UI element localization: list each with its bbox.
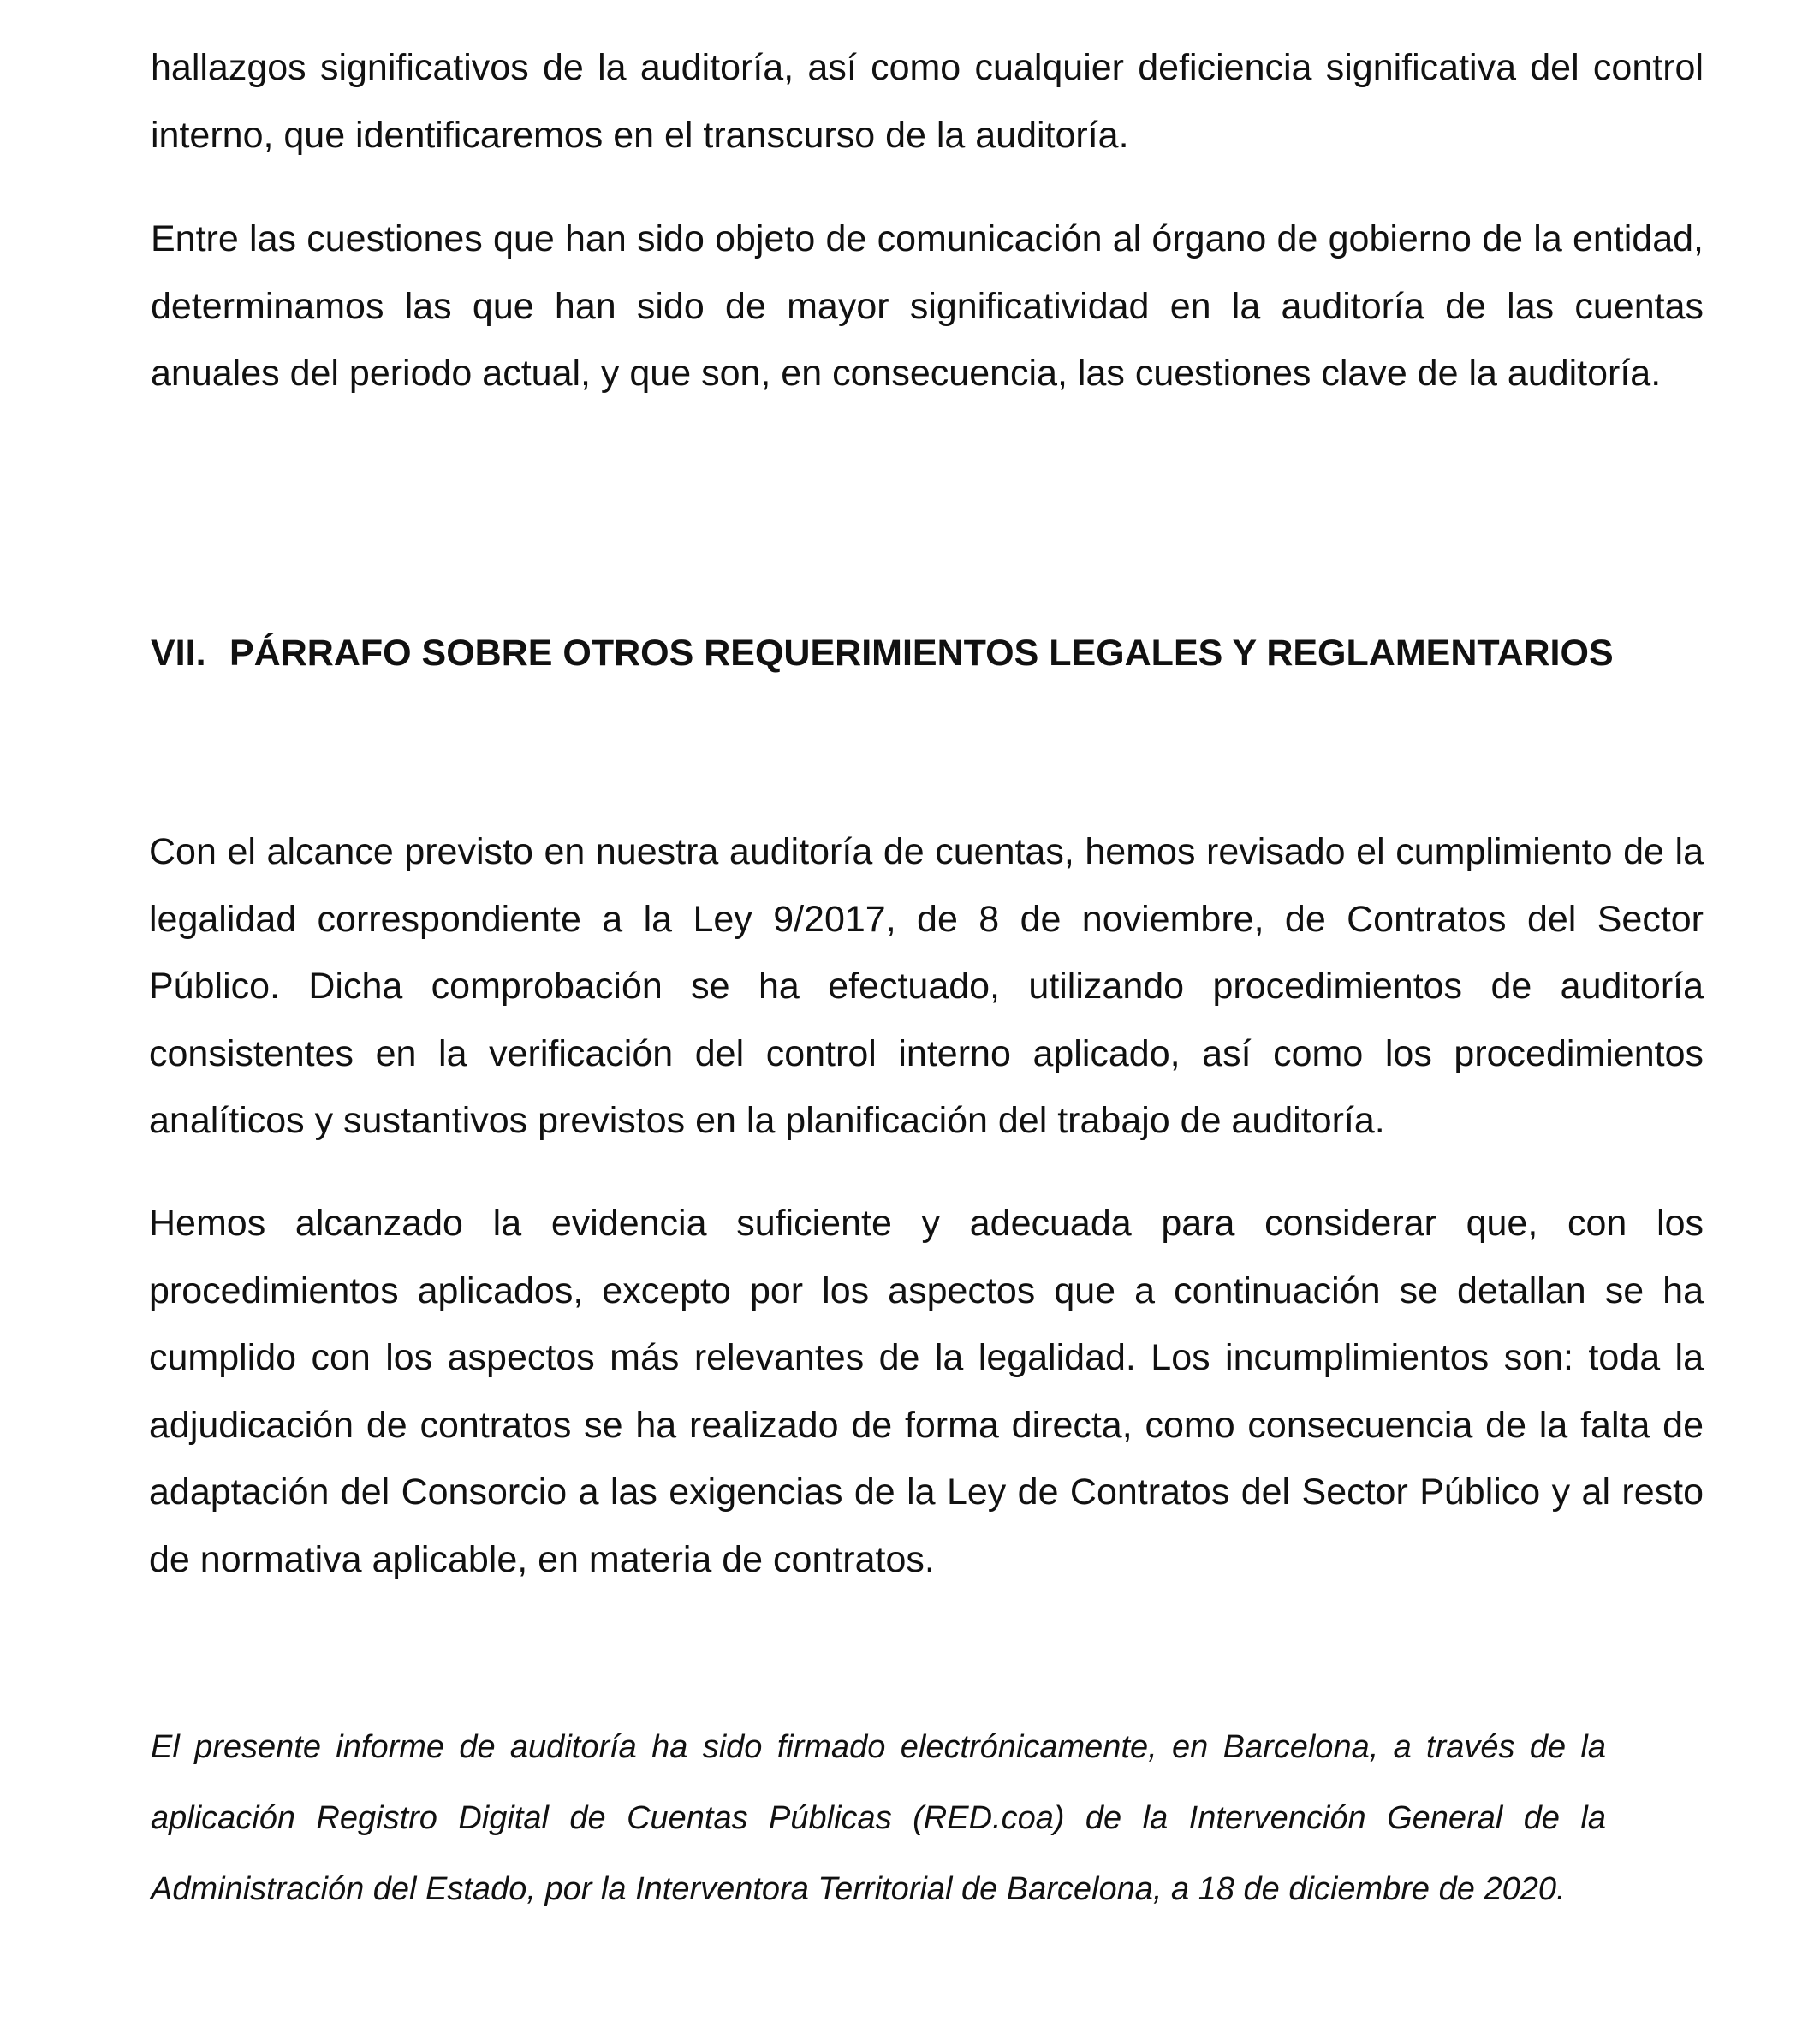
section-heading [151,623,1717,683]
paragraph-legal-scope: Con el alcance previsto en nuestra auditoría de cuentas, hemos revisado el cumplimiento de la legalidad correspondiente a la Ley 9/2017, de 8 de noviembre, de Contratos del Sector Público. Dicha comprobación se ha efectuado, utilizando procedimientos de auditoría consistentes en la verificación del control interno aplicado, así como los procedimientos analíticos y sustantivos previstos en la planificación del trabajo de auditoría. [149,831,1704,1141]
section-title: PÁRRAFO SOBRE OTROS REQUERIMIENTOS LEGALES Y REGLAMENTARIOS [229,633,1614,674]
section-number: VII. [151,633,206,674]
paragraph-key-audit-matters: Entre las cuestiones que han sido objeto de comunicación al órgano de gobierno de la entidad, determinamos las que han sido de mayor significatividad en la auditoría de las cuentas anuales del periodo actual, y que son, en consecuencia, las cuestiones clave de la auditoría. [151,218,1704,394]
closing-signature-note: El presente informe de auditoría ha sido firmado electrónicamente, en Barcelona, a través de la aplicación Registro Digital de Cuentas Públicas (RED.coa) de la Intervención General de la Administración del Estado, por la Interventora Territorial de Barcelona, a 18 de diciembre de 2020. [151,1729,1606,1907]
paragraph-legal-compliance: Hemos alcanzado la evidencia suficiente y adecuada para considerar que, con los procedimientos aplicados, excepto por los aspectos que a continuación se detallan se ha cumplido con los aspectos más relevantes de la legalidad. Los incumplimientos son: toda la adjudicación de contratos se ha realizado de forma directa, como consecuencia de la falta de adaptación del Consorcio a las exigencias de la Ley de Contratos del Sector Público y al resto de normativa aplicable, en materia de contratos. [149,1203,1704,1580]
paragraph-audit-findings: hallazgos significativos de la auditoría, así como cualquier deficiencia significativa del control interno, que identificaremos en el transcurso de la auditoría. [151,47,1704,156]
